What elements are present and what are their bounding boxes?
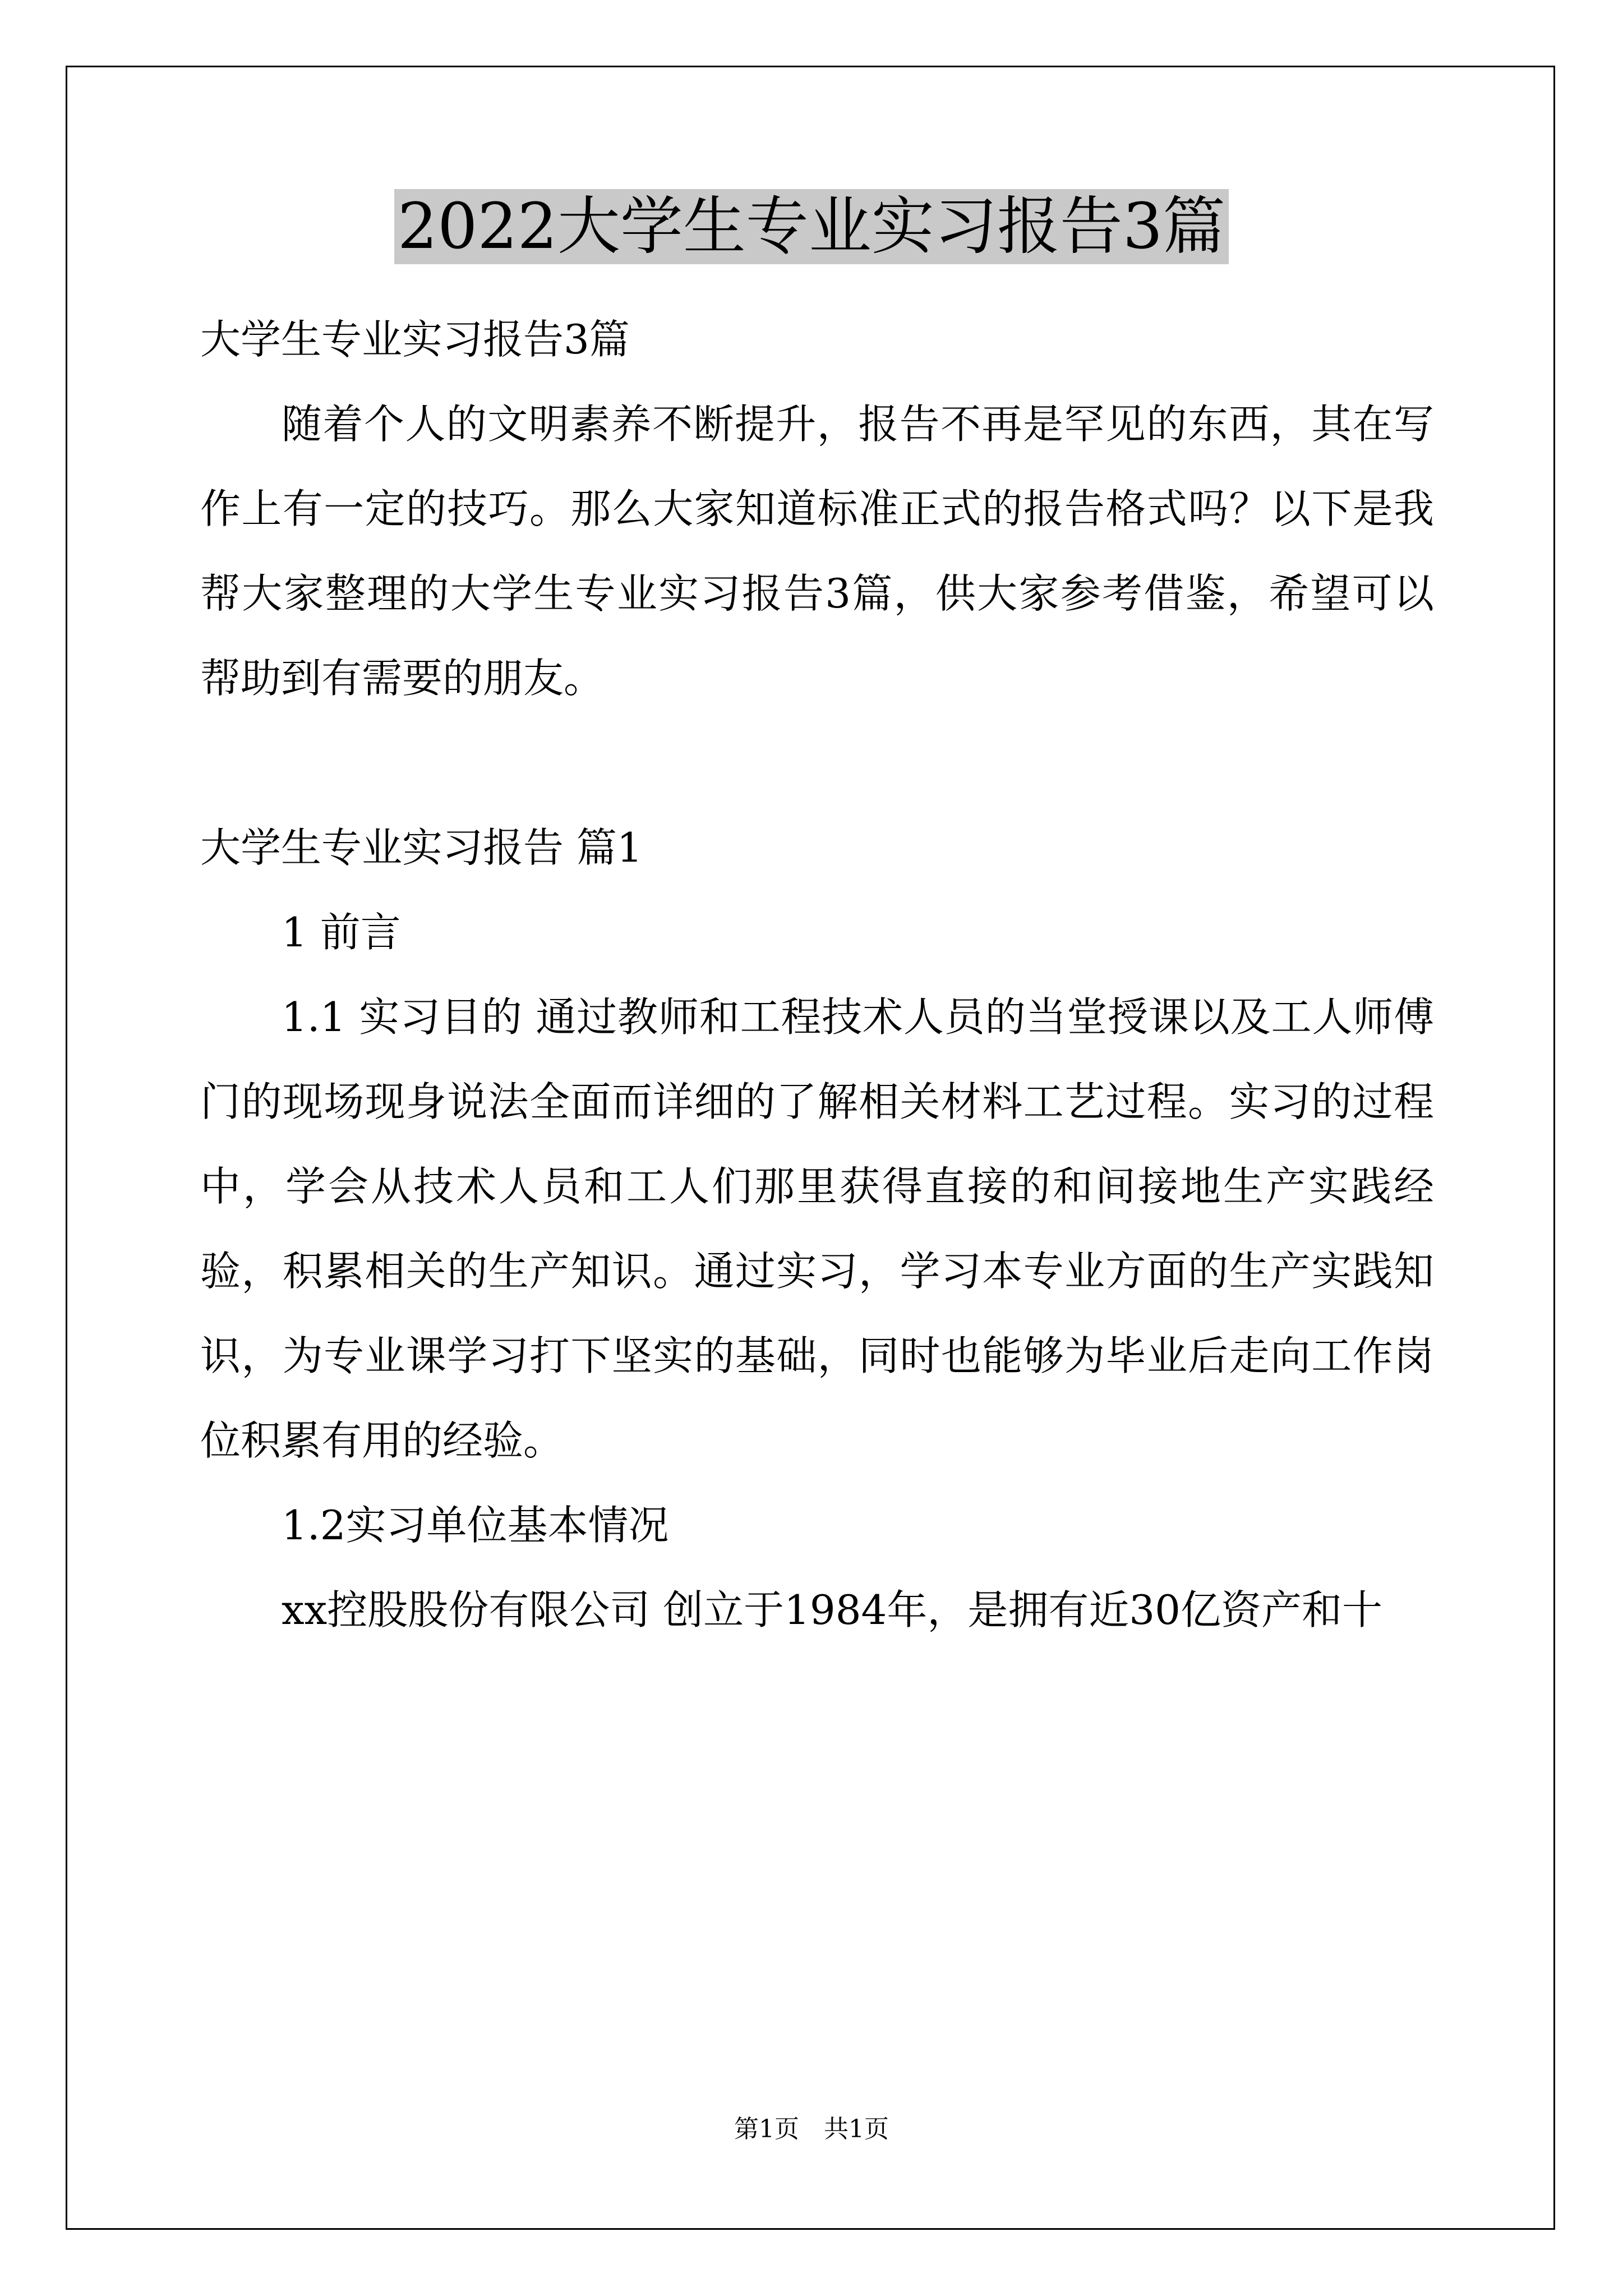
spacer (200, 721, 1434, 806)
section-heading: 大学生专业实习报告 篇1 (200, 824, 643, 871)
page-footer: 第1页 共1页 (734, 2115, 889, 2143)
document-body (200, 297, 1434, 1653)
heading-preface: 1 前言 (282, 909, 401, 956)
paragraph-purpose: 1.1 实习目的 通过教师和工程技术人员的当堂授课以及工人师傅门的现场现身说法全面而详细的了解相关材料工艺过程。实习的过程中，学会从技术人员和工人们那里获得直接的和间接地生产实践经验，积累相关的生产知识。通过实习，学习本专业方面的生产实践知识，为专业课学习打下坚实的基础，同时也能够为毕业后走向工作岗位积累有用的经验。 (200, 993, 1434, 1464)
title-text: 2022大学生专业实习报告3篇 (394, 189, 1229, 264)
heading-unit-info: 1.2实习单位基本情况 (282, 1502, 669, 1549)
paragraph-company: xx控股股份有限公司 创立于1984年，是拥有近30亿资产和十 (282, 1586, 1382, 1634)
intro-paragraph: 随着个人的文明素养不断提升，报告不再是罕见的东西，其在写作上有一定的技巧。那么大家知道标准正式的报告格式吗？以下是我帮大家整理的大学生专业实习报告3篇，供大家参考借鉴，希望可以帮助到有需要的朋友。 (200, 401, 1434, 702)
subtitle: 大学生专业实习报告3篇 (200, 316, 630, 363)
document-title (0, 187, 1623, 266)
